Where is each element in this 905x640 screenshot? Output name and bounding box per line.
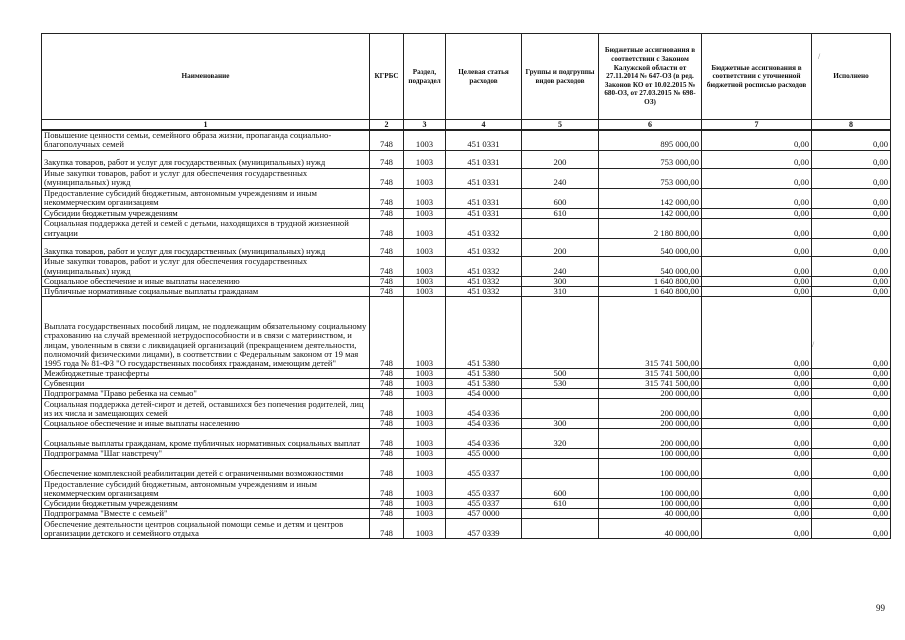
cell-section: 1003 xyxy=(404,276,446,286)
cell-target: 451 0332 xyxy=(446,276,522,286)
cell-group xyxy=(522,218,599,238)
header-section: Раздел, подраздел xyxy=(404,34,446,120)
cell-target: 455 0000 xyxy=(446,448,522,458)
cell-name: Предоставление субсидий бюджетным, автономным учреждениям и иным некоммерческим организациям xyxy=(42,188,370,208)
cell-section: 1003 xyxy=(404,208,446,218)
cell-group: 600 xyxy=(522,478,599,498)
cell-target: 457 0339 xyxy=(446,518,522,538)
cell-name: Социальная поддержка детей и семей с детьми, находящихся в трудной жизненной ситуации xyxy=(42,218,370,238)
cell-group: 240 xyxy=(522,256,599,276)
col-number: 8 xyxy=(812,120,891,131)
cell-name: Субсидии бюджетным учреждениям xyxy=(42,498,370,508)
cell-group: 500 xyxy=(522,368,599,378)
cell-kgrbs: 748 xyxy=(370,286,404,296)
table-row xyxy=(42,286,891,296)
cell-law: 200 000,00 xyxy=(599,418,702,428)
cell-section: 1003 xyxy=(404,478,446,498)
cell-target: 451 0331 xyxy=(446,150,522,168)
table-row xyxy=(42,188,891,208)
cell-section: 1003 xyxy=(404,238,446,256)
cell-group: 300 xyxy=(522,276,599,286)
cell-executed: 0,00 xyxy=(812,518,891,538)
cell-refined: 0,00 xyxy=(702,378,812,388)
cell-kgrbs: 748 xyxy=(370,518,404,538)
col-number: 3 xyxy=(404,120,446,131)
table-row xyxy=(42,238,891,256)
table-row xyxy=(42,518,891,538)
cell-group xyxy=(522,518,599,538)
col-number: 1 xyxy=(42,120,370,131)
cell-law: 540 000,00 xyxy=(599,238,702,256)
cell-law: 315 741 500,00 xyxy=(599,368,702,378)
cell-section: 1003 xyxy=(404,398,446,418)
cell-target: 451 0331 xyxy=(446,130,522,150)
table-row xyxy=(42,428,891,448)
cell-refined: 0,00 xyxy=(702,218,812,238)
cell-refined: 0,00 xyxy=(702,256,812,276)
cell-law: 315 741 500,00 xyxy=(599,296,702,368)
col-number: 2 xyxy=(370,120,404,131)
cell-refined: 0,00 xyxy=(702,398,812,418)
cell-executed: 0,00 xyxy=(812,388,891,398)
cell-law: 100 000,00 xyxy=(599,478,702,498)
cell-executed: 0,00 xyxy=(812,508,891,518)
cell-target: 451 5380 xyxy=(446,368,522,378)
cell-law: 753 000,00 xyxy=(599,150,702,168)
cell-kgrbs: 748 xyxy=(370,478,404,498)
cell-executed: 0,00 xyxy=(812,238,891,256)
cell-executed: 0,00 xyxy=(812,398,891,418)
table-row xyxy=(42,256,891,276)
cell-name: Межбюджетные трансферты xyxy=(42,368,370,378)
cell-kgrbs: 748 xyxy=(370,418,404,428)
cell-section: 1003 xyxy=(404,130,446,150)
cell-target: 451 0332 xyxy=(446,286,522,296)
cell-target: 454 0336 xyxy=(446,398,522,418)
table-row xyxy=(42,398,891,418)
table-row xyxy=(42,218,891,238)
table-row xyxy=(42,498,891,508)
cell-name: Обеспечение комплексной реабилитации детей с ограниченными возможностями xyxy=(42,458,370,478)
cell-section: 1003 xyxy=(404,388,446,398)
cell-executed: 0,00 xyxy=(812,368,891,378)
cell-group xyxy=(522,130,599,150)
header-executed: Исполнено xyxy=(812,34,891,120)
table-row xyxy=(42,388,891,398)
cell-kgrbs: 748 xyxy=(370,508,404,518)
cell-group: 240 xyxy=(522,168,599,188)
cell-kgrbs: 748 xyxy=(370,168,404,188)
cell-refined: 0,00 xyxy=(702,238,812,256)
cell-executed: 0,00 xyxy=(812,418,891,428)
cell-refined: 0,00 xyxy=(702,418,812,428)
cell-kgrbs: 748 xyxy=(370,458,404,478)
cell-section: 1003 xyxy=(404,168,446,188)
cell-group xyxy=(522,448,599,458)
cell-law: 2 180 800,00 xyxy=(599,218,702,238)
cell-name: Социальное обеспечение и иные выплаты населению xyxy=(42,276,370,286)
cell-group xyxy=(522,388,599,398)
cell-kgrbs: 748 xyxy=(370,368,404,378)
cell-target: 451 0332 xyxy=(446,238,522,256)
cell-section: 1003 xyxy=(404,498,446,508)
cell-name: Обеспечение деятельности центров социальной помощи семье и детям и центров организации детского и семейного отдыха xyxy=(42,518,370,538)
cell-executed: 0,00 xyxy=(812,276,891,286)
cell-executed: 0,00 xyxy=(812,168,891,188)
cell-law: 100 000,00 xyxy=(599,448,702,458)
cell-refined: 0,00 xyxy=(702,188,812,208)
cell-section: 1003 xyxy=(404,378,446,388)
cell-name: Подпрограмма "Вместе с семьей" xyxy=(42,508,370,518)
cell-executed: 0,00 xyxy=(812,458,891,478)
cell-refined: 0,00 xyxy=(702,276,812,286)
cell-group xyxy=(522,508,599,518)
col-number: 6 xyxy=(599,120,702,131)
cell-law: 142 000,00 xyxy=(599,208,702,218)
cell-law: 1 640 800,00 xyxy=(599,286,702,296)
scan-mark: / xyxy=(812,340,815,349)
cell-target: 455 0337 xyxy=(446,458,522,478)
header-kgrbs: КГРБС xyxy=(370,34,404,120)
header-group: Группы и подгруппы видов расходов xyxy=(522,34,599,120)
cell-group: 600 xyxy=(522,188,599,208)
cell-name: Закупка товаров, работ и услуг для государственных (муниципальных) нужд xyxy=(42,150,370,168)
cell-kgrbs: 748 xyxy=(370,296,404,368)
cell-refined: 0,00 xyxy=(702,296,812,368)
cell-section: 1003 xyxy=(404,458,446,478)
cell-section: 1003 xyxy=(404,428,446,448)
cell-refined: 0,00 xyxy=(702,368,812,378)
table-row xyxy=(42,368,891,378)
column-number-row xyxy=(42,120,891,131)
cell-refined: 0,00 xyxy=(702,208,812,218)
cell-section: 1003 xyxy=(404,150,446,168)
cell-executed: 0,00 xyxy=(812,296,891,368)
table-row xyxy=(42,296,891,368)
table-row xyxy=(42,150,891,168)
cell-kgrbs: 748 xyxy=(370,498,404,508)
cell-kgrbs: 748 xyxy=(370,130,404,150)
cell-section: 1003 xyxy=(404,418,446,428)
col-number: 5 xyxy=(522,120,599,131)
table-row xyxy=(42,378,891,388)
cell-kgrbs: 748 xyxy=(370,256,404,276)
cell-name: Социальная поддержка детей-сирот и детей, оставшихся без попечения родителей, лиц из их числа и замещающих семей xyxy=(42,398,370,418)
cell-target: 451 0332 xyxy=(446,218,522,238)
cell-group: 200 xyxy=(522,150,599,168)
cell-executed: 0,00 xyxy=(812,150,891,168)
table-row xyxy=(42,508,891,518)
cell-executed: 0,00 xyxy=(812,478,891,498)
cell-section: 1003 xyxy=(404,448,446,458)
cell-law: 200 000,00 xyxy=(599,398,702,418)
cell-name: Иные закупки товаров, работ и услуг для обеспечения государственных (муниципальных) нужд xyxy=(42,256,370,276)
cell-section: 1003 xyxy=(404,218,446,238)
cell-target: 455 0337 xyxy=(446,498,522,508)
cell-target: 451 0331 xyxy=(446,208,522,218)
table-row xyxy=(42,276,891,286)
cell-target: 454 0336 xyxy=(446,418,522,428)
cell-target: 457 0000 xyxy=(446,508,522,518)
cell-executed: 0,00 xyxy=(812,130,891,150)
scan-mark: / xyxy=(818,52,821,61)
cell-target: 451 0331 xyxy=(446,168,522,188)
cell-section: 1003 xyxy=(404,508,446,518)
cell-refined: 0,00 xyxy=(702,518,812,538)
cell-refined: 0,00 xyxy=(702,478,812,498)
cell-law: 1 640 800,00 xyxy=(599,276,702,286)
cell-name: Социальное обеспечение и иные выплаты населению xyxy=(42,418,370,428)
cell-executed: 0,00 xyxy=(812,498,891,508)
cell-target: 454 0000 xyxy=(446,388,522,398)
cell-name: Предоставление субсидий бюджетным, автономным учреждениям и иным некоммерческим организациям xyxy=(42,478,370,498)
cell-target: 451 0332 xyxy=(446,256,522,276)
cell-refined: 0,00 xyxy=(702,448,812,458)
cell-section: 1003 xyxy=(404,368,446,378)
cell-target: 451 5380 xyxy=(446,378,522,388)
cell-name: Иные закупки товаров, работ и услуг для обеспечения государственных (муниципальных) нужд xyxy=(42,168,370,188)
cell-name: Публичные нормативные социальные выплаты гражданам xyxy=(42,286,370,296)
cell-group: 200 xyxy=(522,238,599,256)
cell-executed: 0,00 xyxy=(812,188,891,208)
cell-target: 454 0336 xyxy=(446,428,522,448)
cell-group: 610 xyxy=(522,208,599,218)
cell-kgrbs: 748 xyxy=(370,238,404,256)
cell-refined: 0,00 xyxy=(702,498,812,508)
header-law: Бюджетные ассигнования в соответствии с Законом Калужской области от 27.11.2014 № 647-ОЗ (в ред. Законов КО от 10.02.2015 № 680-ОЗ, от 27.03.2015 № 698-ОЗ) xyxy=(599,34,702,120)
cell-target: 451 0331 xyxy=(446,188,522,208)
cell-refined: 0,00 xyxy=(702,428,812,448)
cell-section: 1003 xyxy=(404,188,446,208)
cell-kgrbs: 748 xyxy=(370,276,404,286)
cell-group: 300 xyxy=(522,418,599,428)
cell-name: Субсидии бюджетным учреждениям xyxy=(42,208,370,218)
cell-law: 40 000,00 xyxy=(599,508,702,518)
cell-law: 895 000,00 xyxy=(599,130,702,150)
table-row xyxy=(42,418,891,428)
cell-refined: 0,00 xyxy=(702,130,812,150)
table-row xyxy=(42,168,891,188)
cell-law: 200 000,00 xyxy=(599,428,702,448)
cell-executed: 0,00 xyxy=(812,448,891,458)
cell-refined: 0,00 xyxy=(702,150,812,168)
cell-law: 200 000,00 xyxy=(599,388,702,398)
cell-name: Выплата государственных пособий лицам, не подлежащим обязательному социальному страхованию на случай временной нетрудоспособности и в связи с материнством, и лицам, уволенным в связи с ликвидацией организаций (прекращением деятельности, полномочий физическими лицами), в соответствии с Федеральным законом от 19 мая 1995 года № 81-ФЗ "О государственных пособиях гражданам, имеющим детей" xyxy=(42,296,370,368)
cell-group: 320 xyxy=(522,428,599,448)
cell-refined: 0,00 xyxy=(702,286,812,296)
cell-refined: 0,00 xyxy=(702,458,812,478)
cell-law: 100 000,00 xyxy=(599,458,702,478)
cell-group xyxy=(522,296,599,368)
header-target: Целевая статья расходов xyxy=(446,34,522,120)
table-body xyxy=(42,130,891,538)
cell-law: 540 000,00 xyxy=(599,256,702,276)
cell-kgrbs: 748 xyxy=(370,388,404,398)
budget-table xyxy=(41,33,891,539)
cell-law: 315 741 500,00 xyxy=(599,378,702,388)
table-row xyxy=(42,130,891,150)
cell-executed: 0,00 xyxy=(812,208,891,218)
table-row xyxy=(42,208,891,218)
cell-law: 753 000,00 xyxy=(599,168,702,188)
cell-kgrbs: 748 xyxy=(370,398,404,418)
cell-executed: 0,00 xyxy=(812,286,891,296)
cell-kgrbs: 748 xyxy=(370,378,404,388)
table-row xyxy=(42,478,891,498)
cell-name: Повышение ценности семьи, семейного образа жизни, пропаганда социально-благополучных семей xyxy=(42,130,370,150)
header-refined: Бюджетные ассигнования в соответствии с уточненной бюджетной росписью расходов xyxy=(702,34,812,120)
cell-group: 610 xyxy=(522,498,599,508)
cell-name: Подпрограмма "Право ребенка на семью" xyxy=(42,388,370,398)
cell-section: 1003 xyxy=(404,296,446,368)
col-number: 4 xyxy=(446,120,522,131)
cell-group xyxy=(522,398,599,418)
cell-target: 455 0337 xyxy=(446,478,522,498)
cell-target: 451 5380 xyxy=(446,296,522,368)
header-name: Наименование xyxy=(42,34,370,120)
header-row xyxy=(42,34,891,120)
cell-name: Закупка товаров, работ и услуг для государственных (муниципальных) нужд xyxy=(42,238,370,256)
cell-executed: 0,00 xyxy=(812,256,891,276)
page-number: 99 xyxy=(876,603,885,613)
cell-refined: 0,00 xyxy=(702,388,812,398)
cell-refined: 0,00 xyxy=(702,168,812,188)
cell-group: 530 xyxy=(522,378,599,388)
cell-law: 100 000,00 xyxy=(599,498,702,508)
cell-group xyxy=(522,458,599,478)
cell-kgrbs: 748 xyxy=(370,218,404,238)
cell-refined: 0,00 xyxy=(702,508,812,518)
cell-group: 310 xyxy=(522,286,599,296)
cell-executed: 0,00 xyxy=(812,428,891,448)
cell-kgrbs: 748 xyxy=(370,150,404,168)
cell-law: 40 000,00 xyxy=(599,518,702,538)
cell-law: 142 000,00 xyxy=(599,188,702,208)
cell-section: 1003 xyxy=(404,256,446,276)
cell-section: 1003 xyxy=(404,518,446,538)
cell-kgrbs: 748 xyxy=(370,208,404,218)
cell-name: Подпрограмма "Шаг навстречу" xyxy=(42,448,370,458)
table-row xyxy=(42,458,891,478)
cell-kgrbs: 748 xyxy=(370,448,404,458)
cell-executed: 0,00 xyxy=(812,218,891,238)
cell-name: Социальные выплаты гражданам, кроме публичных нормативных социальных выплат xyxy=(42,428,370,448)
cell-section: 1003 xyxy=(404,286,446,296)
cell-name: Субвенции xyxy=(42,378,370,388)
cell-kgrbs: 748 xyxy=(370,428,404,448)
col-number: 7 xyxy=(702,120,812,131)
table-row xyxy=(42,448,891,458)
cell-kgrbs: 748 xyxy=(370,188,404,208)
cell-executed: 0,00 xyxy=(812,378,891,388)
